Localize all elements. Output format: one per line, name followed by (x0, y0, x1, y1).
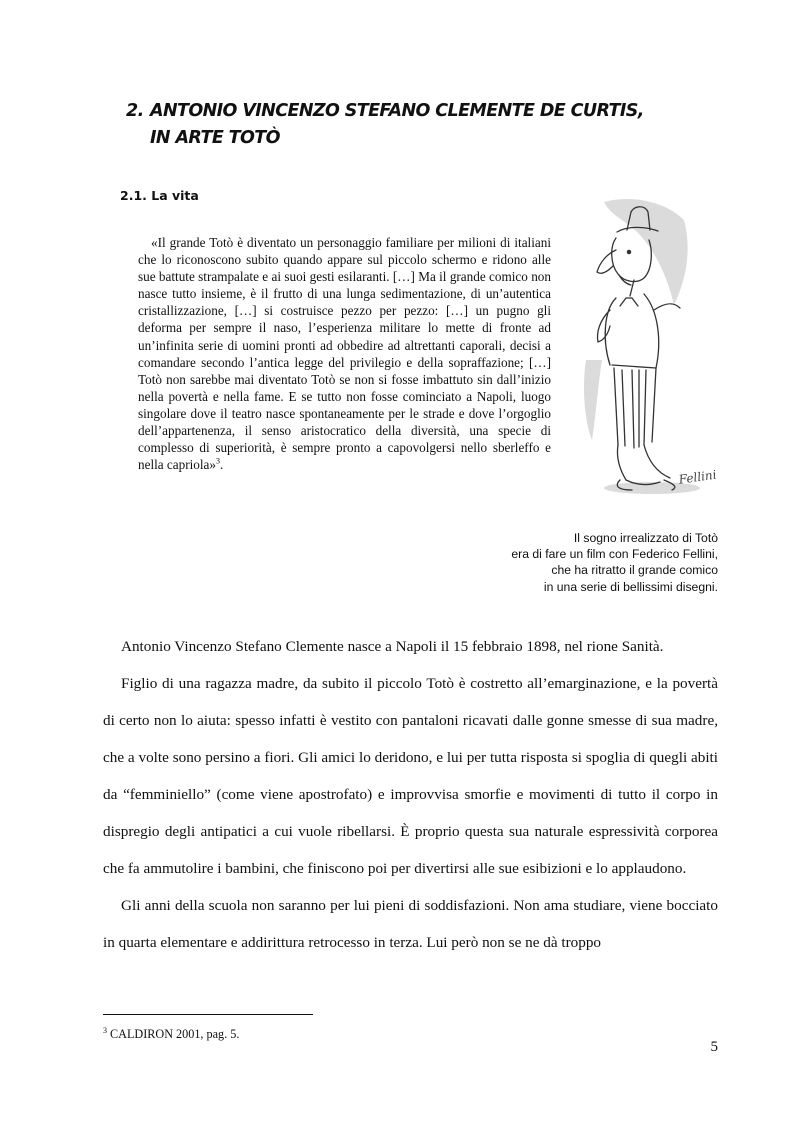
drawing-signature: Fellini (677, 467, 718, 487)
chapter-title (126, 98, 686, 152)
footnote-reference: 3 (216, 456, 220, 466)
caption-line-1: Il sogno irrealizzato di Totò (573, 531, 718, 545)
paragraph-3: Gli anni della scuola non saranno per lui pieni di soddisfazioni. Non ama studiare, viene bocciato in quarta elementare e addirittura retrocesso in terza. Lui però non se ne dà troppo (103, 897, 718, 951)
chapter-title-line2: IN ARTE TOTÒ (150, 128, 280, 148)
body-text (103, 628, 718, 961)
quote-end: . (220, 457, 224, 473)
page-number: 5 (710, 1039, 718, 1055)
footnote-text: CALDIRON 2001, pag. 5. (107, 1027, 240, 1042)
block-quote (138, 234, 551, 473)
figure-caption (430, 530, 718, 595)
footnote-separator (103, 1014, 313, 1015)
caption-line-4: in una serie di bellissimi disegni. (543, 579, 718, 594)
sketch-shading (584, 199, 700, 494)
chapter-number: 2. (126, 101, 144, 121)
caption-line-3: che ha ritratto il grande comico (551, 563, 718, 578)
chapter-title-line1: ANTONIO VINCENZO STEFANO CLEMENTE DE CURTIS, (150, 101, 644, 121)
quote-text: «Il grande Totò è diventato un personaggio familiare per milioni di italiani che lo riconoscono subito quando appare sul piccolo schermo e ridono alle sue battute strampalate e ai suoi gesti esilaranti. […] Ma il grande comico non nasce tutto insieme, è il frutto di una lunga sedimentazione, di un’autentica cristallizzazione, […] si costruisce pezzo per pezzo: […] un pugno gli deforma per sempre il naso, l’esperienza militare lo mette di fronte ad un’infinita serie di uomini pronti ad obbedire ad altrettanti caporali, decisi a comandare secondo l’antica legge del privilegio e della sopraffazione; […] Totò non sarebbe mai diventato Totò se non si fosse imbattuto sin dall’inizio nella povertà e nella fame. E se tutto non fosse cominciato a Napoli, luogo singolare dove il teatro nasce spontaneamente per le strade e dove l’orgoglio dell’appartenenza, il senso aristocratico della diversità, una specie di complesso di superiorità, è sempre pronto a capovolgersi nello sberleffo e nella capriola» (138, 235, 551, 473)
footnote-number: 3 (103, 1026, 107, 1035)
paragraph-1: Antonio Vincenzo Stefano Clemente nasce a Napoli il 15 febbraio 1898, nel rione Sanità. (121, 638, 664, 655)
caption-line-2: era di fare un film con Federico Fellini, (511, 547, 718, 562)
paragraph-2: Figlio di una ragazza madre, da subito il piccolo Totò è costretto all’emarginazione, e la povertà di certo non lo aiuta: spesso infatti è vestito con pantaloni ricavati dalle gonne smesse di sua madre, che a volte sono persino a fiori. Gli amici lo deridono, e lui per tutta risposta si spoglia di quegli abiti da “femminiello” (come viene apostrofato) e improvvisa smorfie e movimenti di tutto il corpo in dispregio degli antipatici a cui vuole ribellarsi. È proprio questa sua naturale espressività corporea che fa ammutolire i bambini, che finiscono poi per divertirsi alle sue esibizioni e lo applaudono. (103, 675, 718, 877)
footnote (103, 1026, 239, 1042)
toto-caricature-drawing (574, 190, 724, 510)
section-title: 2.1. La vita (120, 188, 199, 203)
